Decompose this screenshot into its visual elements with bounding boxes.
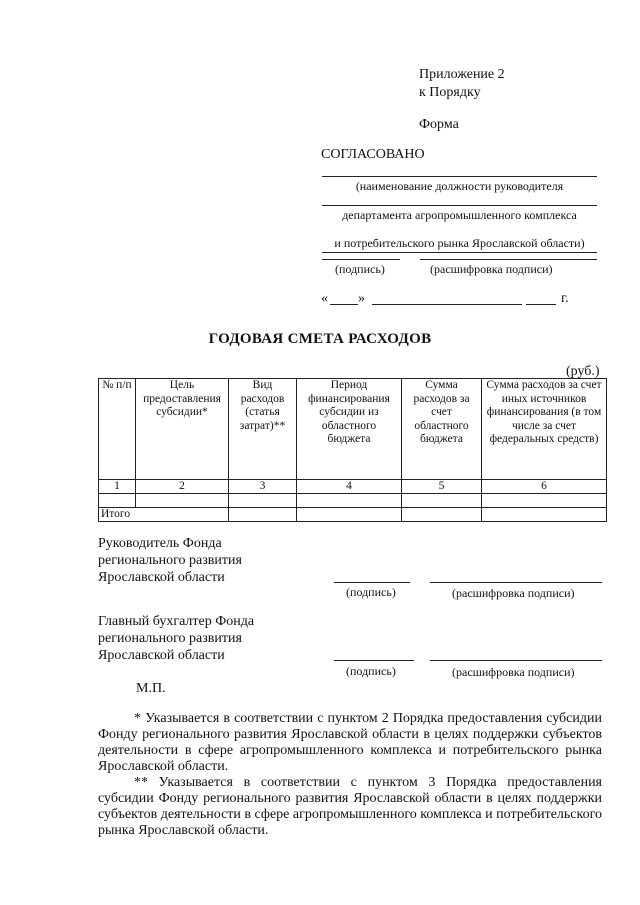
director-signature-label: (подпись) bbox=[346, 585, 396, 599]
approval-department-line bbox=[322, 205, 597, 206]
unit-label: (руб.) bbox=[566, 364, 600, 379]
table-column-numbers-row bbox=[99, 480, 607, 494]
accountant-line-3: Ярославской области bbox=[98, 648, 225, 663]
table-cell bbox=[297, 508, 402, 522]
column-number-2: 2 bbox=[136, 480, 229, 494]
accountant-line-1: Главный бухгалтер Фонда bbox=[98, 614, 255, 629]
accountant-decode-label: (расшифровка подписи) bbox=[452, 665, 575, 679]
table-cell bbox=[229, 494, 297, 508]
appendix-line-2: к Порядку bbox=[419, 85, 481, 100]
column-number-5: 5 bbox=[402, 480, 482, 494]
approval-signature-line bbox=[322, 259, 400, 260]
date-year-line bbox=[526, 304, 556, 305]
table-row bbox=[99, 494, 607, 508]
table-cell bbox=[297, 494, 402, 508]
header-purpose: Цель предоставления субсидии* bbox=[136, 379, 229, 480]
date-year-suffix: г. bbox=[561, 291, 569, 306]
approval-title: СОГЛАСОВАНО bbox=[321, 147, 425, 162]
table-total-row bbox=[99, 508, 607, 522]
header-expense-type: Вид расходов (статья затрат)** bbox=[229, 379, 297, 480]
approval-department-text-2: и потребительского рынка Ярославской области) bbox=[334, 236, 585, 250]
header-number: № п/п bbox=[99, 379, 136, 480]
header-other-sources: Сумма расходов за счет иных источников финансирования (в том числе за счет федеральных средств) bbox=[482, 379, 607, 480]
approval-department-line-2 bbox=[322, 252, 597, 253]
accountant-signature-label: (подпись) bbox=[346, 664, 396, 678]
table-cell bbox=[402, 508, 482, 522]
header-regional-budget: Сумма расходов за счет областного бюджета bbox=[402, 379, 482, 480]
approval-position-label: (наименование должности руководителя bbox=[355, 179, 564, 193]
column-number-3: 3 bbox=[229, 480, 297, 494]
director-decode-label: (расшифровка подписи) bbox=[452, 586, 575, 600]
table-cell bbox=[402, 494, 482, 508]
approval-signature-label: (подпись) bbox=[335, 262, 385, 276]
accountant-signature-line bbox=[334, 660, 414, 661]
estimate-table bbox=[98, 378, 607, 522]
total-label: Итого bbox=[99, 508, 229, 522]
date-day-line bbox=[330, 304, 358, 305]
column-number-4: 4 bbox=[297, 480, 402, 494]
table-cell bbox=[482, 494, 607, 508]
header-period: Период финансирования субсидии из областного бюджета bbox=[297, 379, 402, 480]
document-title: ГОДОВАЯ СМЕТА РАСХОДОВ bbox=[208, 331, 432, 347]
footnote-2: ** Указывается в соответствии с пунктом 3 Порядка предоставления субсидии Фонду регионального развития Ярославской области в целях поддержки субъектов деятельности в сфере агропромышленного комплекса и потребительского рынка Ярославской области. bbox=[98, 775, 602, 838]
director-line-3: Ярославской области bbox=[98, 570, 225, 585]
approval-department-text: департамента агропромышленного комплекса bbox=[342, 208, 577, 222]
column-number-1: 1 bbox=[99, 480, 136, 494]
table-cell bbox=[99, 494, 136, 508]
form-label: Форма bbox=[419, 117, 459, 132]
director-line-2: регионального развития bbox=[98, 553, 242, 568]
accountant-decode-line bbox=[430, 660, 602, 661]
director-line-1: Руководитель Фонда bbox=[98, 536, 222, 551]
table-cell bbox=[136, 494, 229, 508]
director-decode-line bbox=[430, 582, 602, 583]
approval-position-line bbox=[322, 176, 597, 177]
footnote-1: * Указывается в соответствии с пунктом 2 Порядка предоставления субсидии Фонду регионального развития Ярославской области в целях поддержки субъектов деятельности в сфере агропромышленного комплекса и потребительского рынка Ярославской области. bbox=[98, 711, 602, 774]
table-cell bbox=[482, 508, 607, 522]
date-month-line bbox=[372, 304, 522, 305]
date-quote-open: « bbox=[321, 291, 328, 306]
table-cell bbox=[229, 508, 297, 522]
seal-label: М.П. bbox=[136, 681, 166, 696]
approval-decode-label: (расшифровка подписи) bbox=[430, 262, 553, 276]
table-header-row bbox=[99, 379, 607, 480]
column-number-6: 6 bbox=[482, 480, 607, 494]
appendix-line-1: Приложение 2 bbox=[419, 67, 505, 82]
director-signature-line bbox=[334, 582, 410, 583]
accountant-line-2: регионального развития bbox=[98, 631, 242, 646]
date-quote-close: » bbox=[358, 291, 365, 306]
approval-decode-line bbox=[420, 259, 597, 260]
